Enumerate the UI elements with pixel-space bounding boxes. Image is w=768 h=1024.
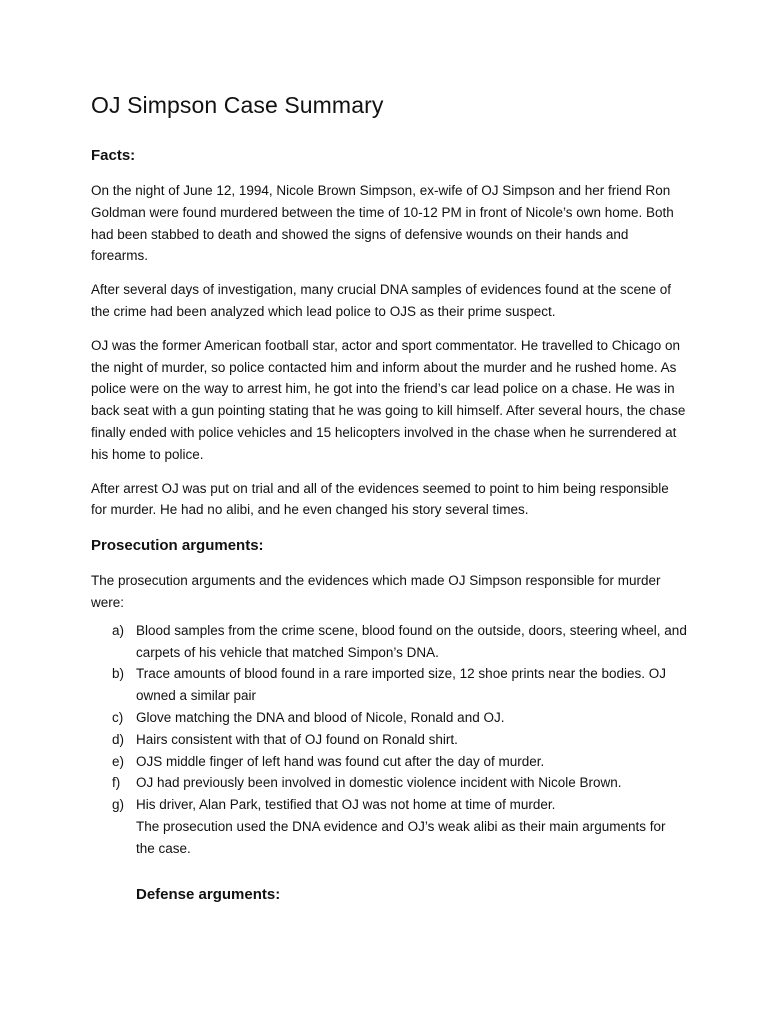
list-item-text: His driver, Alan Park, testified that OJ was not home at time of murder. [136,797,556,813]
list-item-text: Blood samples from the crime scene, blood found on the outside, doors, steering wheel, and carpets of his vehicle that matched Simpon’s DNA. [136,622,687,660]
list-marker: f) [112,775,121,791]
facts-heading: Facts: [91,147,136,164]
list-marker: b) [112,666,125,682]
list-item-text: Glove matching the DNA and blood of Nicole, Ronald and OJ. [136,709,505,725]
list-item [91,794,688,816]
list-item [91,751,688,773]
facts-paragraph: After arrest OJ was put on trial and all of the evidences seemed to point to him being responsible for murder. He had no alibi, and he even changed his story several times. [91,480,669,518]
facts-paragraph: On the night of June 12, 1994, Nicole Brown Simpson, ex-wife of OJ Simpson and her friend Ron Goldman were found murdered between the time of 10-12 PM in front of Nicole’s own home. Both had been stabbed to death and showed the signs of defensive wounds on their hands and forearms. [91,183,674,264]
list-item [91,729,688,751]
prosecution-heading: Prosecution arguments: [91,537,264,555]
list-item-text: Trace amounts of blood found in a rare imported size, 12 shoe prints near the bodies. OJ owned a similar pair [136,666,667,704]
list-marker: c) [112,709,124,725]
list-item-text: Hairs consistent with that of OJ found on Ronald shirt. [136,731,458,747]
list-item-text: OJ had previously been involved in domestic violence incident with Nicole Brown. [136,775,622,791]
defense-heading: Defense arguments: [136,885,281,903]
facts-paragraph: After several days of investigation, many crucial DNA samples of evidences found at the scene of the crime had been analyzed which lead police to OJS as their prime suspect. [91,282,672,319]
facts-paragraph: OJ was the former American football star, actor and sport commentator. He travelled to Chicago on the night of murder, so police contacted him and inform about the murder and he rushed home. As police were on the way to arrest him, he got into the friend’s car lead police on a chase. He was in back seat with a gun pointing stating that he was going to kill himself. After several hours, the chase finally ended with police vehicles and 15 helicopters involved in the chase when he surrendered at his home to police. [91,337,686,462]
list-marker: a) [112,622,125,638]
prosecution-conclusion: The prosecution used the DNA evidence and OJ’s weak alibi as their main arguments for the case. [136,818,666,856]
list-marker: e) [112,753,125,769]
list-item [91,663,688,707]
prosecution-intro: The prosecution arguments and the evidences which made OJ Simpson responsible for murder were: [91,573,661,610]
document-title: OJ Simpson Case Summary [91,92,384,118]
list-marker: d) [112,731,125,747]
list-item-text: OJS middle finger of left hand was found cut after the day of murder. [136,753,545,769]
list-marker: g) [112,797,125,813]
prosecution-evidence-list [91,620,688,816]
list-item [91,772,688,794]
list-item [91,707,688,729]
list-item [91,620,688,664]
